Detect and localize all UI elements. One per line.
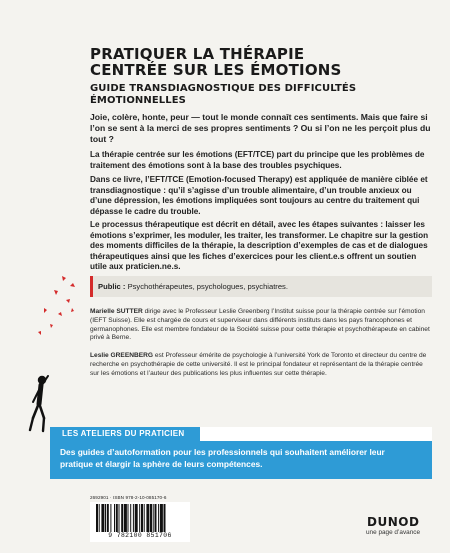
author-name: Leslie GREENBERG [90, 352, 154, 359]
author-bio-text: est Professeur émérite de psychologie à l’université York de Toronto et directeur du centre de recherche en psychothérapie de cette université. Il est le principal fondateur et représentant de la thérapie centrée sur les émotions et l’auteur des publications les plus influentes sur cette thérapie. [90, 352, 427, 377]
barcode-bar [99, 504, 100, 532]
barcode-bar [110, 504, 111, 532]
barcode-bar [141, 504, 143, 532]
barcode-icon [96, 504, 184, 532]
barcode-bar [153, 504, 154, 532]
book-subtitle: GUIDE TRANSDIAGNOSTIQUE DES DIFFICULTÉS ÉMOTIONNELLES [90, 83, 357, 106]
barcode-bar [160, 504, 163, 532]
walking-figure-illustration [14, 268, 84, 438]
barcode-bar [121, 504, 123, 532]
barcode-bar [96, 504, 98, 532]
barcode-bar [124, 504, 127, 532]
author-bio-text: dirige avec le Professeur Leslie Greenberg l’Institut suisse pour la thérapie centrée sur l’émotion (IEFT Suisse). Elle est chargée de cours et superviseur dans différents instituts dans les pays francophones et germanophones. Elle est membre fondateur de la Société suisse pour cette thérapie et psychothérapeute en cabinet privé à Berne. [90, 308, 430, 342]
barcode-bar [135, 504, 138, 532]
barcode-bar [119, 504, 120, 532]
description-paragraph-1: Joie, colère, honte, peur — tout le monde connaît ces sentiments. Mais que faire si l’on se sent à la merci de ses propres sentiments ? Ou si l’on ne les perçoit plus du tout ? [90, 112, 431, 145]
audience-value: Psychothérapeutes, psychologues, psychiatres. [127, 282, 288, 291]
red-petals [38, 276, 75, 335]
isbn-label: 2692901 · ISBN 978-2-10-085170-6 [90, 495, 167, 500]
barcode-bar [144, 504, 145, 532]
barcode-bar [139, 504, 140, 532]
audience-label: Public : [98, 282, 126, 291]
barcode-bar [101, 504, 104, 532]
audience-accent-bar [90, 276, 93, 297]
description-paragraph-2: La thérapie centrée sur les émotions (EFT/TCE) part du principe que les problèmes de traitement des émotions sont à la base des troubles psychiques. [90, 150, 425, 170]
book-title [90, 46, 430, 78]
collection-name: LES ATELIERS DU PRATICIEN [62, 429, 185, 438]
barcode-bar [155, 504, 157, 532]
title-line-1: PRATIQUER LA THÉRAPIE [90, 45, 305, 63]
barcode-bar [105, 504, 106, 532]
barcode-bar [116, 504, 118, 532]
barcode-bar [130, 504, 131, 532]
barcode-bar [114, 504, 115, 532]
title-line-2: CENTRÉE SUR LES ÉMOTIONS [90, 61, 342, 79]
barcode-bar [150, 504, 152, 532]
barcode-bar [128, 504, 129, 532]
barcode-bar [146, 504, 149, 532]
author-bio-1 [90, 308, 432, 343]
collection-tagline: Des guides d’autoformation pour les professionnels qui souhaitent améliorer leur pratique et élargir la sphère de leurs compétences. [60, 447, 385, 469]
description-paragraph-3: Dans ce livre, l’EFT/TCE (Emotion-focused Therapy) est appliquée de manière ciblée et transdiagnostique : qu’il s’agisse d’un trouble alimentaire, d’un trouble anxieux ou d’une dépression, les émotions impliquées sont toujours au centre du traitement qui dépasse le cadre du trouble. [90, 175, 428, 216]
author-bio-2 [90, 352, 432, 378]
barcode-bar [133, 504, 134, 532]
barcode-bar [164, 504, 166, 532]
audience-text [98, 282, 288, 291]
author-name: Marielle SUTTER [90, 308, 143, 315]
description-paragraph-4: Le processus thérapeutique est décrit en détail, avec les étapes suivantes : laisser les émotions s’exprimer, les moduler, les traiter, les transformer. Le chapitre sur la gestion des moments difficiles de la thérapie, la description d’exemples de cas et de dialogues thérapeutiques ainsi que les fiches d’exercices pour les client.e.s offrent un soutien utile aux praticien.ne.s. [90, 220, 429, 272]
barcode-number: 9 782100 851706 [92, 532, 188, 539]
silhouette [30, 376, 48, 431]
publisher-tagline: une page d’avance [366, 529, 421, 536]
publisher-logo: DUNOD [367, 515, 420, 529]
barcode-bar [158, 504, 159, 532]
barcode-bar [107, 504, 109, 532]
